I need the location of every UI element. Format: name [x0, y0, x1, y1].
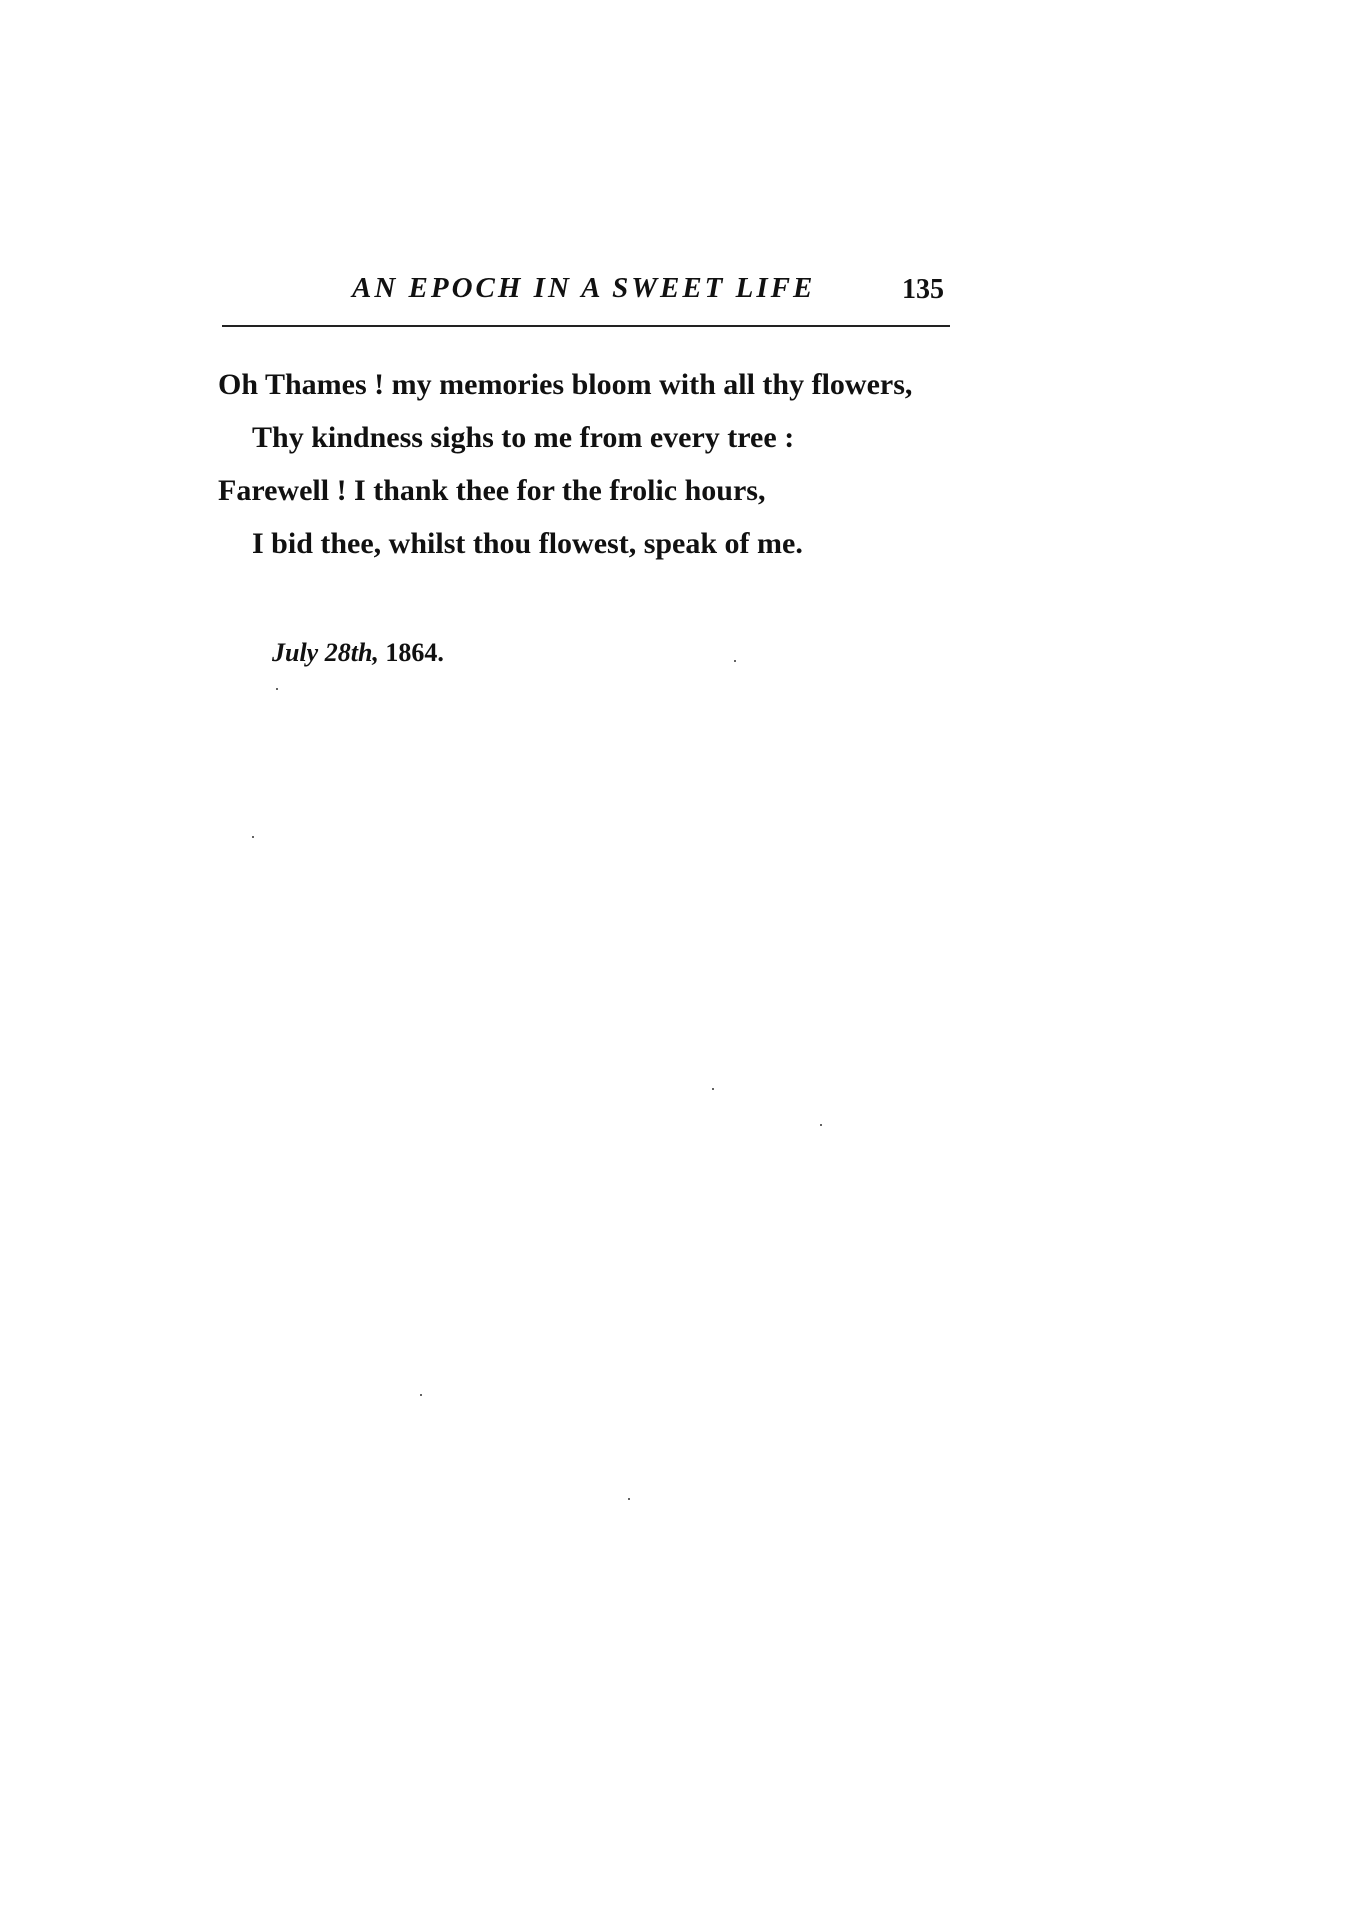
poem-stanza — [218, 358, 978, 570]
dateline-day: July 28th, — [272, 638, 379, 667]
page-number: 135 — [902, 274, 944, 305]
header-rule — [222, 325, 950, 327]
print-speck — [628, 1498, 630, 1500]
print-speck — [276, 688, 278, 690]
print-speck — [712, 1088, 714, 1090]
verse-line-4: I bid thee, whilst thou flowest, speak of me. — [252, 527, 803, 560]
print-speck — [734, 660, 736, 662]
verse-line-1: Oh Thames ! my memories bloom with all thy flowers, — [218, 368, 913, 401]
dateline — [272, 638, 444, 668]
print-speck — [252, 836, 254, 838]
dateline-year: 1864. — [385, 638, 444, 667]
print-speck — [820, 1124, 822, 1126]
verse-line-3: Farewell ! I thank thee for the frolic hours, — [218, 474, 766, 507]
running-title: AN EPOCH IN A SWEET LIFE — [352, 272, 816, 304]
verse-line-2: Thy kindness sighs to me from every tree : — [252, 421, 795, 454]
print-speck — [420, 1394, 422, 1396]
running-head — [222, 268, 950, 318]
